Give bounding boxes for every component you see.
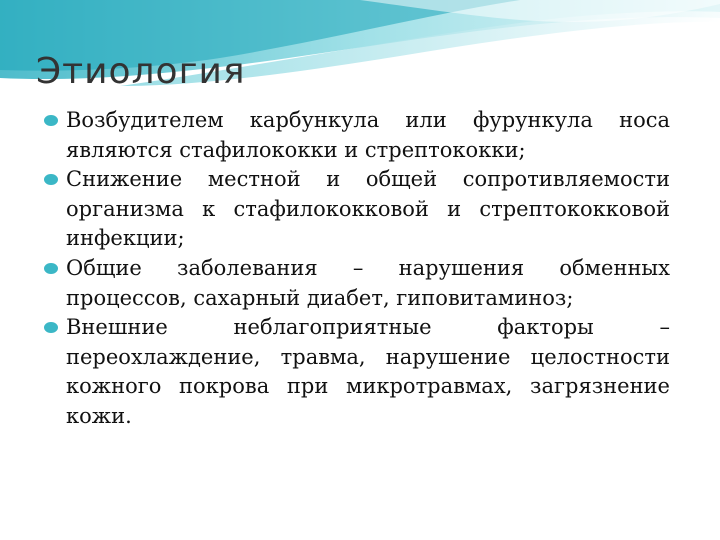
bullet-text: Внешние неблагоприятные факторы – переохлаждение, травма, нарушение целостности кожного покрова при микротравмах, загрязнение кожи.: [66, 315, 670, 428]
bullet-item: [44, 106, 670, 165]
bullet-text: Общие заболевания – нарушения обменных процессов, сахарный диабет, гиповитаминоз;: [66, 255, 670, 310]
bullet-item: [44, 254, 670, 313]
bullet-item: [44, 313, 670, 431]
bullet-text: Возбудителем карбункула или фурункула носа являются стафилококки и стрептококки;: [66, 108, 670, 162]
bullet-item: [44, 165, 670, 254]
bullet-icon: [44, 115, 58, 126]
bullet-list: [44, 106, 670, 432]
bullet-icon: [44, 322, 58, 333]
bullet-icon: [44, 263, 58, 274]
bullet-icon: [44, 174, 58, 185]
slide-title: Этиология: [36, 51, 246, 92]
bullet-text: Снижение местной и общей сопротивляемости организма к стафилококковой и стрептококковой инфекции;: [66, 167, 670, 251]
